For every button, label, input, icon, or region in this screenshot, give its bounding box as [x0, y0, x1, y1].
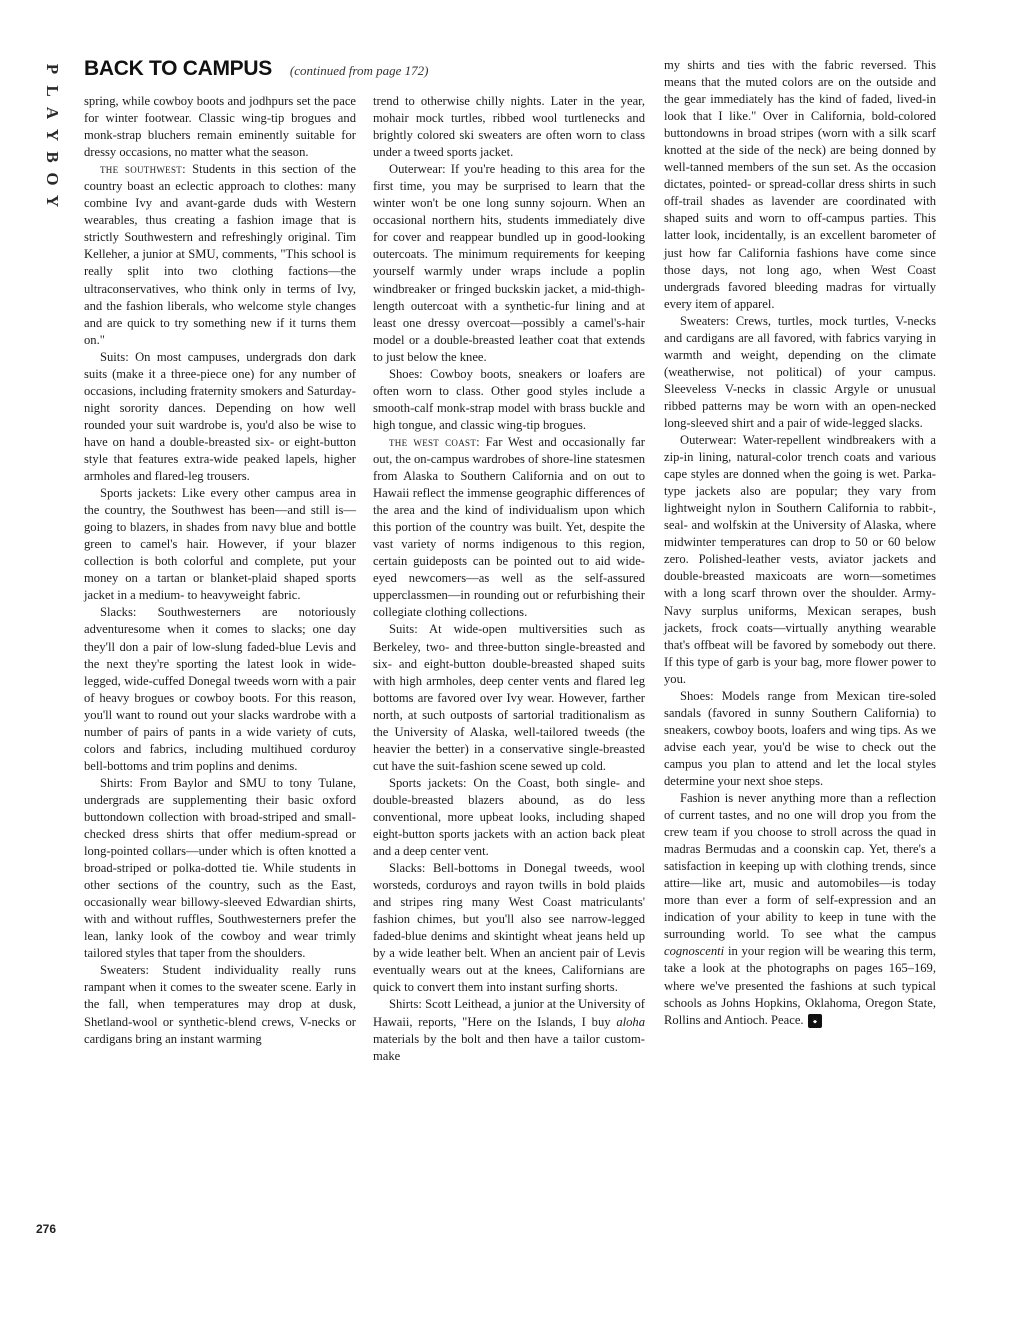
sidebar-letter: L — [43, 85, 62, 97]
paragraph: Sweaters: Crews, turtles, mock turtles, V-necks and cardigans are all favored, with fabrics varying in warmth and weight, depending on the climate (weatherwise, not political) of your campus. Sleeveless V-necks in classic Argyle or unusual ribbed patterns may be worn with an open-necked long-sleeved shirt and a pair of wide-legged slacks. — [664, 313, 936, 430]
paragraph: Slacks: Southwesterners are notoriously adventuresome when it comes to slacks; one day they'll don a pair of low-slung faded-blue Levis and the next they're sporting the latest look in wide-legged, wide-cuffed Donegal tweeds worn with a pair of heavy brogues or cowboy boots. For this reason, you'll want to round out your slacks wardrobe with a number of pairs of pants in a wide variety of cuts, colors and fabrics, including multihued corduroy bell-bottoms and trim poplins and denims. — [84, 605, 356, 773]
paragraph — [84, 161, 356, 349]
paragraph: Sweaters: Student individuality really runs rampant when it comes to the sweater scene. Early in the fall, when temperatures may drop at dusk, Shetland-wool or synthetic-blend crews, V-necks or cardigans bring an instant warming — [84, 963, 356, 1046]
article-title: BACK TO CAMPUS — [84, 57, 272, 80]
page-number: 276 — [36, 1222, 57, 1236]
italic-word: cognoscenti — [664, 944, 725, 959]
sidebar-letter: O — [43, 172, 62, 186]
paragraph: trend to otherwise chilly nights. Later in the year, mohair mock turtles, ribbed wool turtlenecks and brightly colored ski sweaters are often worn to class under a tweed sports jacket. — [373, 94, 645, 160]
section-lead: the southwest: — [100, 162, 186, 177]
paragraph-text: Far West and occasionally far out, the on-campus wardrobes of shore-line statesmen from Alaska to Southern California and on out to Hawaii reflect the immense geographic differences of the area and the kind of individualism upon which this portion of the country was built. Yet, despite the vast variety of norms indigenous to this region, certain guideposts can be pointed out to aid wide-eyed newcomers—as well as the self-assured upperclassmen—in rounding out or refurbishing their collegiate clothing collections. — [373, 434, 645, 620]
paragraph: Slacks: Bell-bottoms in Donegal tweeds, wool worsteds, corduroys and rayon twills in bold plaids and stripes ring many West Coast matriculants' fashion chimes, but you'll also see narrow-legged faded-blue denims and skintight wheat jeans held up by a wide leather belt. When an ancient pair of Levis eventually wears out at the knees, Californians are quick to convert them into instant surfing shorts. — [373, 861, 645, 995]
sidebar-letter: A — [43, 106, 62, 120]
paragraph: Sports jackets: Like every other campus area in the country, the Southwest has been—and still is—going to blazers, in shades from navy blue and bottle green to camel's hair. However, if your blazer collection is both colorful and complete, put your money on a tartan or blanket-plaid shaped sports jacket in a medium- to heavyweight fabric. — [84, 486, 356, 603]
paragraph-text: materials by the bolt and then have a tailor custom-make — [373, 1031, 645, 1063]
sidebar-letter: P — [43, 63, 62, 75]
paragraph: Shoes: Models range from Mexican tire-soled sandals (favored in sunny Southern California) to sneakers, cowboy boots, loafers and wing tips. As we advise each year, you'd be wise to check out the campus you plan to attend and let the local styles determine your next shoe steps. — [664, 688, 936, 788]
paragraph: spring, while cowboy boots and jodhpurs set the pace for winter footwear. Classic wing-tip brogues and monk-strap bluchers remain eminently suitable for dressy occasions, no matter what the season. — [84, 94, 356, 160]
paragraph-text: Fashion is never anything more than a reflection of current tastes, and no one will drop you from the crew team if you choose to stroll across the quad in madras Bermudas and a coonskin cap. Yet, there's a satisfaction in keeping up with clothing trends, since attire—like art, music and automobiles—is today more than ever a form of self-expression and an indication of your ability to keep in tune with the surrounding world. To see what the campus — [664, 791, 936, 942]
paragraph: my shirts and ties with the fabric reversed. This means that the muted colors are on the outside and the gear immediately has the kind of faded, lived-in look that I like." Over in California, bold-colored buttondowns in broad stripes (worn with a silk scarf knotted at the side of the neck) are being donned by well-tanned members of the sun set. As the occasion dictates, pointed- or spread-collar dress shirts in such off-trail shades as lavender are coordinated with shaped suits and worn to off-campus parties. This latter look, incidentally, is an excellent barometer of just how far California fashions have come since those days, not long ago, when West Coast undergrads favored bleeding madras for virtually every item of apparel. — [664, 58, 936, 311]
paragraph-text: Students in this section of the country boast an eclectic approach to clothes: many combine Ivy and avant-garde duds with Western wearables, thus creating a fashion image that is strictly Southwestern and refreshingly original. Tim Kelleher, a junior at SMU, comments, "This school is really split into two clothing factions—the ultraconservatives, who think only in terms of Ivy, and the fashion liberals, who welcome style changes and are quick to try something new if it turns them on." — [84, 162, 356, 347]
paragraph: Outerwear: Water-repellent windbreakers with a zip-in lining, natural-color trench coats and various cape styles are donned when the going is wet. Parka-type jackets also are popular; they vary from lightweight nylon in Southern California to rabbit-, seal- and wolfskin at the University of Alaska, where midwinter temperatures can drop to 50 or 60 below zero. Polished-leather vests, aviator jackets and double-breasted maxicoats are worn—sometimes with a long scarf thrown over the shoulder. Army-Navy surplus uniforms, Mexican serapes, bush jackets, frock coats—virtually anything wearable that's offbeat will be favored by somebody out there. If this type of garb is your bag, more flower power to you. — [664, 433, 936, 686]
section-lead: the west coast: — [389, 434, 480, 449]
text-column-1 — [84, 93, 356, 1048]
paragraph — [664, 790, 936, 1029]
paragraph — [373, 996, 645, 1064]
paragraph: Shirts: From Baylor and SMU to tony Tulane, undergrads are supplementing their basic oxford buttondown collection with broad-striped and small-checked dress shirts that offer medium-spread or long-pointed collars—under which is often knotted a broad-striped or polka-dotted tie. While students in other sections of the country, such as the East, occasionally wear billowy-sleeved Edwardian shirts, with and without ruffles, Southwesterners prefer the lean, lanky look of the cowboy and wear trimly tailored styles that taper from the shoulders. — [84, 775, 356, 961]
paragraph: Suits: At wide-open multiversities such as Berkeley, two- and three-button single-breasted and six- and eight-button double-breasted shaped suits with high armholes, deep center vents and flared leg bottoms are favored over Ivy wear. However, farther north, at such outposts of sartorial traditionalism as the University of Alaska, well-tailored tweeds (the heavier the better) in a conservative single-breasted cut have the suit-fashion scene sewed up cold. — [373, 622, 645, 773]
paragraph: Sports jackets: On the Coast, both single- and double-breasted blazers abound, as do less conventional, more upbeat looks, including shaped eight-button sports jackets with an action back pleat and a deep center vent. — [373, 775, 645, 859]
paragraph: Shoes: Cowboy boots, sneakers or loafers are often worn to class. Other good styles include a smooth-calf monk-strap model with brass buckle and high tongue, and classic wing-tip brogues. — [373, 366, 645, 432]
italic-word: aloha — [616, 1014, 645, 1029]
paragraph-text: Shirts: Scott Leithead, a junior at the University of Hawaii, reports, "Here on the Islands, I buy — [373, 997, 645, 1029]
sidebar-letter: Y — [43, 128, 62, 142]
article-header — [84, 57, 644, 91]
paragraph: Suits: On most campuses, undergrads don dark suits (make it a three-piece one) for any number of occasions, including fraternity smokers and Saturday-night sorority dances. Depending on how well rounded your suit wardrobe is, you'd also be wise to have on hand a double-breasted six- or eight-button style that features extra-wide peaked lapels, higher armholes and flared-leg trousers. — [84, 349, 356, 484]
text-column-2 — [373, 93, 645, 1065]
rabbit-head-end-mark-icon — [808, 1014, 822, 1028]
text-column-3 — [664, 57, 936, 1029]
continuation-note: (continued from page 172) — [289, 63, 429, 78]
sidebar-letter: Y — [43, 194, 62, 208]
paragraph — [373, 434, 645, 622]
paragraph: Outerwear: If you're heading to this area for the first time, you may be surprised to learn that the winter won't be one long sunny sojourn. When an occasional northern hits, students immediately dive for cover and reappear bundled up in good-looking outercoats. The minimum requirements for keeping yourself warmly under wraps include a poplin windbreaker or fringed buckskin jacket, a mid-thigh-length outercoat with a synthetic-fur lining and at least one dressy overcoat—possibly a camel's-hair model or a double-breasted leather coat that extends to just below the knee. — [373, 162, 645, 364]
paragraph-text: in your region will be wearing this term, take a look at the photographs on pages 165–169, where we've presented the fashions at such typical schools as Johns Hopkins, Oklahoma, Oregon State, Rollins and Antioch. Peace. — [664, 944, 936, 1027]
sidebar-letter: B — [43, 151, 62, 163]
magazine-name-vertical — [36, 58, 66, 212]
